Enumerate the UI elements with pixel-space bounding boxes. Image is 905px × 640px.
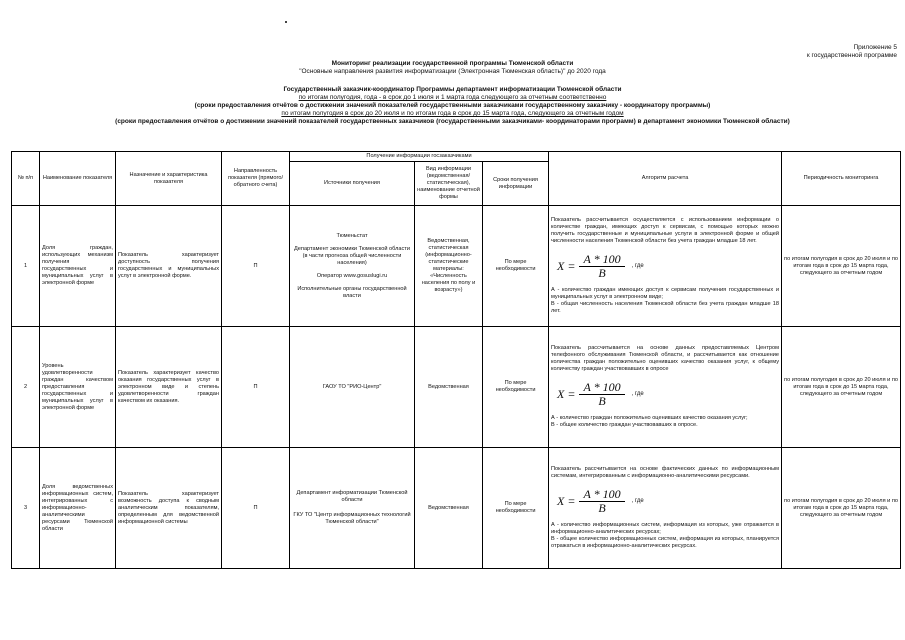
row-type: Ведомственная [415,448,483,569]
appendix-label [807,44,897,60]
appendix-line-2: к государственной программе [806,52,897,59]
header-sources: Источники получения [290,162,415,206]
source-item: ГКУ ТО "Центр информационных технологий Тюменской области" [293,512,411,525]
table-row [12,448,901,569]
header-num: № п/п [12,152,40,206]
formula-fraction [579,488,624,515]
row-type: Ведомственная [415,327,483,448]
period-line-1: по итогам полугодия, года - в срок до 1 июля и 1 марта года следующего за отчетным соответственно [298,94,607,101]
row-purpose: Показатель характеризует возможность доступа к сводным аналитическим показателям, определенным для ведомственной информационной системы [116,448,222,569]
row-periodicity: по итогам полугодия в срок до 20 июля и по итогам года в срок до 15 марта года, следующего за отчетным годом [782,327,901,448]
formula-where: , где [631,262,644,269]
document-title: Мониторинг реализации государственной программы Тюменской области [331,60,574,67]
source-item: Департамент экономики Тюменской области (в части прогноза общей численности населения) [294,245,410,266]
source-item: ГАОУ ТО "РИО-Центр" [322,383,382,390]
formula-numerator: A * 100 [579,381,624,395]
header-group: Получение информации госзаказчиками [290,152,549,162]
row-direction: П [222,448,290,569]
row-periodicity: по итогам полугодия в срок до 20 июля и по итогам года в срок до 15 марта года, следующего за отчетным годом [782,448,901,569]
row-periodicity: по итогам полугодия в срок до 20 июля и по итогам года в срок до 15 марта года, следующего за отчетным годом [782,206,901,327]
row-type: Ведомственная, статистическая (информационно-статистические материалы: «Численность населения по полу и возрасту») [415,206,483,327]
formula-where: , где [631,497,644,504]
formula-where: , где [631,390,644,397]
period-line-2: по итогам полугодия в срок до 20 июля и по итогам года в срок до 15 марта года, следующего за отчетным годом [281,110,624,117]
row-algorithm [549,448,782,569]
source-item: Оператор www.gosuslugi.ru [316,272,388,279]
header-algorithm: Алгоритм расчета [549,152,782,206]
table-row [12,206,901,327]
row-name: Доля ведомственных информационных систем, интегрированных с информационно-аналитическими ресурсами Тюменской области [40,448,116,569]
row-num: 1 [12,206,40,327]
formula: X = $\frac{A * 100}{B}$ , где [557,251,644,280]
formula-x: X [557,258,565,273]
formula: X = $\frac{A * 100}{B}$ , где [557,379,644,408]
row-terms: По мере необходимости [483,448,549,569]
row-num: 2 [12,327,40,448]
algorithm-intro: Показатель рассчитывается на основе фактических данных по информационным системам, интегрированным с информационно-аналитическими ресурсами. [551,466,780,479]
customer-line: Государственный заказчик-координатор Программы департамент информатизации Тюменской области [283,86,622,93]
header-type: Вид информации (ведомственная/статистическая), наименование отчетной формы [415,162,483,206]
monitoring-table [11,151,901,569]
formula-numerator: A * 100 [579,253,624,267]
algorithm-b: В - общее количество граждан участвовавших в опросе. [551,422,698,428]
formula-denominator: B [598,265,606,280]
row-sources [290,206,415,327]
formula-numerator: A * 100 [579,488,624,502]
table-row [12,327,901,448]
row-name: Уровень удовлетворенности граждан качеством предоставления государственных и муниципальных услуг в электронной форме [40,327,116,448]
header-row-1 [12,152,901,162]
row-purpose: Показатель характеризует качество оказания государственных услуг в электронном виде и степень удовлетворенности граждан качеством их оказания. [116,327,222,448]
formula-denominator: B [598,500,606,515]
row-sources [290,327,415,448]
row-algorithm [549,327,782,448]
row-purpose: Показатель характеризует доступность получения государственных и муниципальных услуг в электронной форме. [116,206,222,327]
row-name: Доля граждан, использующих механизм получения государственных и муниципальных услуг в электронной форме [40,206,116,327]
algorithm-a: А - количество граждан имеющих доступ к сервисам получения государственных и муниципальных услуг в электронном виде; [551,287,780,300]
algorithm-intro: Показатель рассчитывается осуществляется с использованием информации о количестве граждан, имеющих доступ к сервисам, с помощью которых можно получить государственные и муниципальные услуги в электронной форме и общей численности населения Тюменской области без учета граждан младше 18 лет. [551,217,780,244]
formula-x: X [557,493,565,508]
header-purpose: Назначение и характеристика показателя [116,152,222,206]
note-line-2: (сроки предоставления отчётов о достижении значений показателей государственных заказчиков (государственными заказчиками- координаторами программ) в департамент экономики Тюменской области) [115,118,790,125]
header-periodicity: Периодичность мониторинга [782,152,901,206]
algorithm-b: В - общее количество информационных систем, информация из которых, планируется отражаться в информационно-аналитических ресурсах. [551,536,780,549]
algorithm-b: В - общая численность населения Тюменской области без учета граждан младше 18 лет. [551,301,780,314]
formula-fraction [579,381,624,408]
algorithm-a: А - количество информационных систем, информация из которых, уже отражается в информационно-аналитических ресурсах; [551,522,780,535]
source-item: Департамент информатизации Тюменской области [296,490,408,503]
header-terms: Сроки получения информации [483,162,549,206]
row-algorithm [549,206,782,327]
row-terms: По мере необходимости [483,206,549,327]
source-item: Тюменьстат [336,232,368,239]
algorithm-a: А - количество граждан положительно оценивших качество оказания услуг; [551,415,748,421]
scan-speck [285,21,287,23]
document-subtitle: "Основные направления развития информатизации (Электронная Тюменская область)" до 2020 года [299,68,606,75]
algorithm-intro: Показатель рассчитывается на основе данных предоставляемых Центром телефонного обслуживания Тюменской области, и рассчитывается как отношение количества граждан положительно оценивших качество оказания услуг, к общему количеству граждан участвовавших в опросе [551,345,780,372]
row-num: 3 [12,448,40,569]
row-terms: По мере необходимости [483,327,549,448]
row-direction: П [222,327,290,448]
formula: X = $\frac{A * 100}{B}$ , где [557,486,644,515]
header-direction: Направленность показателя (прямого/обратного счета) [222,152,290,206]
source-item: Исполнительные органы государственной власти [297,285,407,299]
formula-denominator: B [598,393,606,408]
note-line-1: (сроки предоставления отчётов о достижении значений показателей государственными заказчиками государственному заказчику - координатору программы) [194,102,711,109]
header-name: Наименование показателя [40,152,116,206]
row-sources [290,448,415,569]
formula-x: X [557,386,565,401]
row-direction: П [222,206,290,327]
formula-fraction [579,253,624,280]
appendix-line-1: Приложение 5 [853,44,897,51]
